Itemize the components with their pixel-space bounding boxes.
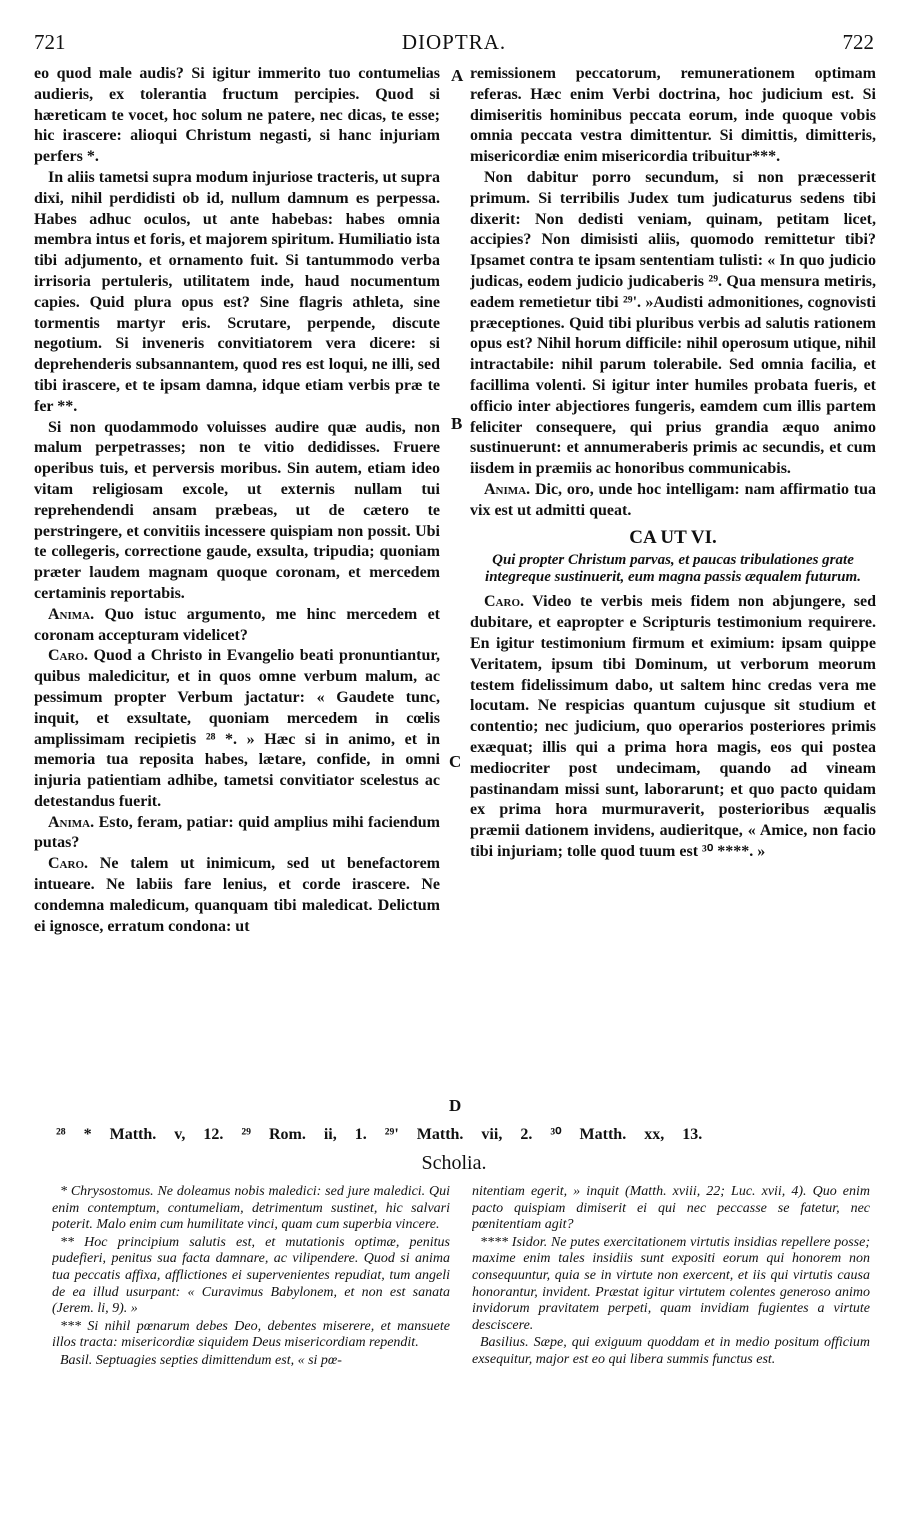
page-number-left: 721 [34, 30, 66, 54]
dialogue-text: Ne talem ut inimicum, sed ut benefactorem intueare. Ne labiis fare lenius, et corde irascere. Ne condemna maledicum, quanquam tibi maledicat. Delictum ei ignosce, erratum condona: ut [34, 855, 440, 935]
speaker-label: Anima. [48, 813, 95, 831]
speaker-label: Caro. [484, 593, 524, 611]
dialogue-paragraph [34, 605, 440, 647]
paragraph: eo quod male audis? Si igitur immerito tuo contumelias audieris, ex tolerantia fructum percipies. Quod si hæreticam te vocet, hoc solum ne patere, nec dicas, te esse; hic irascere: alioqui Christum negasti, si hanc injuriam perfers *. [34, 65, 440, 166]
dialogue-paragraph [34, 646, 440, 812]
margin-marker: A [451, 66, 464, 85]
running-title: DIOPTRA. [401, 30, 507, 54]
dialogue-paragraph [34, 854, 440, 937]
dialogue-text: Quo istuc argumento, me hinc mercedem et coronam accepturam videlicet? [34, 605, 440, 644]
paragraph: remissionem peccatorum, remunerationem optimam referas. Hæc enim Verbi doctrina, hoc judicium est. Si dimiseritis hominibus peccata eorum, inde quoque vobis omnia peccata vestra dimittentur. Si dimittis, dimitteris, misericordiæ enim misericordia tribuitur***. [470, 65, 876, 166]
scholion: Basil. Septuagies septies dimittendum est, « si pœ- [60, 1352, 342, 1368]
page-header [34, 30, 874, 56]
chapter-subtitle: Qui propter Christum parvas, et paucas tribulationes grate integreque sustinuerit, eum magna passis æqualem futurum. [485, 552, 861, 586]
footnotes: ²⁸ * Matth. v, 12. ²⁹ Rom. ii, 1. ²⁹' Matth. vii, 2. ³⁰ Matth. xx, 13. [56, 1126, 703, 1143]
chapter-title: CA UT VI. [629, 526, 717, 548]
paragraph: Non dabitur porro secundum, si non præcesserit primum. Si terribilis Judex tum judicaturus sedens tibi dixerit: Non dedisti veniam, quinam, petitam licet, accipies? Non dimisisti aliis, quomodo remittetur tibi? Ipsamet contra te ipsam sententiam tulisti: « In quo judicio judicas, eodem judicio judicaberis ²⁹. Qua mensura metiris, eadem remetietur tibi ²⁹'. »Audisti admonitiones, cognovisti præceptiones. Quid tibi pluribus verbis ad salutis rationem opus est? Nihil horum difficile: nihil operosum utique, nihil intractabile: nihil parum tolerabile. Sed omnia facilia, et facillima volenti. Si igitur inter humiles probata fueris, et officio inter abjectiores fungeris, eamdem cum illis partem feliciter consequere, qui prius grandia æquo animo sustinuerunt: et annumeraberis primis ac secundis, et cum iisdem in præmiis ac honoribus communicabis. [470, 168, 876, 478]
dialogue-text: Video te verbis meis fidem non abjungere, sed dubitare, et eapropter e Scripturis testimonium requirere. En igitur testimonium firmum et eximium: ipsam quippe Veritatem, ipsum tibi Dominum, ut verborum meorum testem fidelissimum dabo, ut saltem hinc credas vera me locutam. Ne respicias quantum cujusque sit studium et contentio; nec judicium, quo operarios posteriores primis exæquat; illis qui a prima hora magis, eos qui postea mediocriter post undecimam, quando ad vineam pastinandam missi sunt, laborarunt; et quo pacto quidam ex prima hora murmuraverit, posterioribus æqualis præmii dationem invidens, audieritque, « Amice, non facio tibi injuriam; tolle quod tuum est ³⁰ ****. » [470, 593, 876, 860]
scholion: *** Si nihil pœnarum debes Deo, debentes miserere, et mansuete illos tracta: misericordiæ siquidem Deus misericordiam rependit. [52, 1318, 450, 1351]
paragraph: Si non quodammodo voluisses audire quæ audis, non malum perpetrasses; non te vitio dedidisses. Fruere operibus tuis, et perversis moribus. Sin autem, etiam ideo vitam religiosam excole, ut externis nullam tui reprehendendi ansam præbeas, ut de cætero te perstringere, et convitiis incessere quispiam non possit. Ubi te collegeris, correctione gaude, exsulta, tripudia; quoniam præter laudem magnam quoque coronam, et mercedem certaminis reportabis. [34, 418, 440, 602]
dialogue-text: Esto, feram, patiar: quid amplius mihi faciendum putas? [34, 813, 440, 852]
margin-marker: D [449, 1096, 462, 1115]
margin-marker: B [451, 414, 463, 433]
scholia-left-column [52, 1184, 450, 1484]
paragraph: In aliis tametsi supra modum injuriose tracteris, ut supra dixi, nihil perdidisti ob id, nullum damnum es perpessa. Habes adhuc oculos, ut ante habebas: habes omnia membra intus et foris, et majorem spiritum. Humiliatio ista tibi adjumento, et ornamento fuit. Si tantummodo verba irrisoria pertuleris, utilitatem inde, haud nocumentum capies. Quid plura opus est? Sine flagris athleta, sine tormentis martyr eris. Scrutare, perpende, discute negotium. Si inveneris convitiatorem vera dicere: si deprehenderis subsannantem, quod res est loqui, ne illi, sed tibi irascere, et te ipsam damna, idque etiam verbis præ te fer **. [34, 168, 440, 415]
scholion: nitentiam egerit, » inquit (Matth. xviii, 22; Luc. xvii, 4). Quo enim pacto quispiam dimiserit ei qui nec peccasse se fatetur, nec pœnitentiam agit? [472, 1184, 870, 1233]
speaker-label: Caro. [48, 647, 88, 665]
margin-marker: C [449, 752, 462, 771]
speaker-label: Anima. [484, 480, 531, 498]
dialogue-paragraph [470, 592, 876, 862]
dialogue-text: Dic, oro, unde hoc intelligam: nam affirmatio tua vix est ut admitti queat. [470, 480, 876, 519]
speaker-label: Caro. [48, 855, 88, 873]
right-column [470, 64, 876, 1112]
scholion: ** Hoc principium salutis est, et mutationis optimæ, penitus pudefieri, penitus sua facta damnare, ac vilipendere. Quod si anima tua peccatis affixa, afflictiones ei supervenientes repudiat, tum angeli de ea illud usurpant: « Curavimus Babylonem, et non est sanata (Jerem. li, 9). » [52, 1234, 450, 1317]
dialogue-paragraph [470, 480, 876, 522]
speaker-label: Anima. [48, 605, 95, 623]
scholia-right-column [472, 1184, 870, 1484]
scholion: **** Isidor. Ne putes exercitationem virtutis insidias repellere posse; maxime enim tales insidiis sunt expositi eorum qui honorem non consequuntur, quia se in virtute non exercent, et iis qui virtutis causa honorantur, invident. Præstat igitur virtutem colentes generoso animo invidorum pravitatem perpeti, quam invidiam fugientes a virtute desciscere. [472, 1234, 870, 1333]
scholia-title: Scholia. [421, 1152, 487, 1174]
dialogue-text: Quod a Christo in Evangelio beati pronuntiantur, quibus maledicitur, et in quos omne verbum malum, ac pessimum propter Verbum jactatur: « Gaudete tunc, inquit, et exsultate, quoniam mercedem in cœlis amplissimam recipietis ²⁸ *. » Hæc si in animo, et in memoria tua reposita habes, lætare, confide, in omni injuria patientiam adhibe, tametsi convitiator scelestus ac detestandus fuerit. [34, 647, 440, 810]
dialogue-paragraph [34, 813, 440, 855]
left-column [34, 64, 440, 1112]
page-number-right: 722 [842, 30, 874, 54]
scholion: Basilius. Sæpe, qui exiguum quoddam et in medio positum officium exsequitur, major est eo qui libera summis functus est. [472, 1335, 870, 1367]
scholion: * Chrysostomus. Ne doleamus nobis maledici: sed jure maledici. Qui enim contemptum, contumeliam, detrimentum sustinet, hic salvari poterit. Malo enim cum humilitate vinci, quam cum superbia vincere. [52, 1184, 450, 1233]
